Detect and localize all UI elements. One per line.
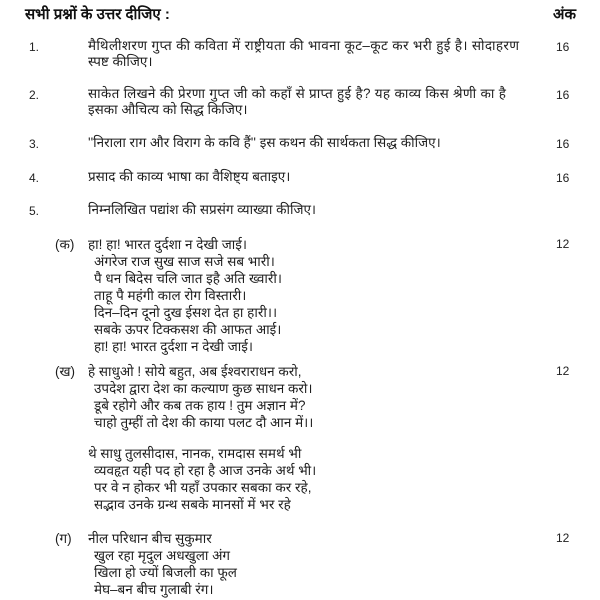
poem-line: पै धन बिदेस चलि जात इहै अति ख्वारी।: [94, 271, 283, 286]
sub-question-label: (क): [55, 237, 75, 252]
question-text-line: इसका औचित्य को सिद्ध किजिए।: [88, 102, 248, 117]
question-number: 3.: [29, 137, 40, 151]
poem-line: उपदेश द्वारा देश का कल्याण कुछ साधन करो।: [94, 381, 313, 396]
poem-line: खिला हो ज्यों बिजली का फूल: [94, 565, 237, 580]
question-marks: 16: [556, 171, 570, 185]
poem-line: ताहू पै महंगी काल रोग विस्तारी।: [94, 288, 247, 303]
instruction-heading: सभी प्रश्नों के उत्तर दीजिए :: [25, 6, 170, 23]
poem-line: थे साधु तुलसीदास, नानक, रामदास समर्थ भी: [88, 446, 302, 461]
sub-question-marks: 12: [556, 531, 570, 545]
question-marks: 16: [556, 137, 570, 151]
question-text-line: मैथिलीशरण गुप्त की कविता में राष्ट्रीयता की भावना कूट–कूट कर भरी हुई है। सोदाहरण: [88, 38, 520, 53]
poem-line: मेघ–बन बीच गुलाबी रंग।: [94, 582, 214, 597]
sub-question-marks: 12: [556, 364, 570, 378]
sub-question-marks: 12: [556, 237, 570, 251]
poem-line: अंगरेज राज सुख साज सजे सब भारी।: [94, 254, 275, 269]
poem-line: डूबे रहोगे और कब तक हाय ! तुम अज्ञान में?: [94, 398, 306, 413]
question-number: 4.: [29, 171, 40, 185]
poem-line: दिन–दिन दूनो दुख ईसश देत हा हारी।।: [94, 305, 278, 320]
poem-line: हा! हा! भारत दुर्दशा न देखी जाई।: [94, 339, 254, 354]
poem-line: हा! हा! भारत दुर्दशा न देखी जाई।: [88, 237, 248, 252]
marks-column-heading: अंक: [553, 6, 576, 23]
question-marks: 16: [556, 40, 570, 54]
sub-question-label: (ख): [55, 364, 76, 379]
poem-line: सद्भाव उनके ग्रन्थ सबके मानसों में भर रहे: [94, 497, 291, 512]
question-number: 2.: [29, 88, 40, 102]
poem-line: व्यवहृत यही पद हो रहा है आज उनके अर्थ भी।: [94, 463, 317, 478]
poem-line: पर वे न होकर भी यहाँ उपकार सबका कर रहे,: [94, 480, 312, 495]
question-text-line: स्पष्ट कीजिए।: [88, 54, 153, 69]
poem-line: खुल रहा मृदुल अधखुला अंग: [94, 548, 231, 563]
poem-line: हे साधुओ ! सोये बहुत, अब ईश्वराराधन करो,: [88, 364, 302, 379]
question-number: 5.: [29, 204, 40, 218]
poem-line: सबके ऊपर टिक्कसश की आफत आई।: [94, 322, 282, 337]
question-marks: 16: [556, 88, 570, 102]
poem-line: नील परिधान बीच सुकुमार: [88, 531, 212, 546]
question-text-line: प्रसाद की काव्य भाषा का वैशिष्ट्य बताइए।: [88, 169, 291, 184]
question-text-line: निम्नलिखित पद्यांश की सप्रसंग व्याख्या कीजिए।: [88, 202, 317, 217]
poem-line: चाहो तुम्हीं तो देश की काया पलट दौ आन में।।: [94, 415, 314, 430]
question-number: 1.: [29, 40, 40, 54]
question-text-line: साकेत लिखने की प्रेरणा गुप्त जी को कहाँ से प्राप्त हुई है? यह काव्य किस श्रेणी का है: [88, 86, 507, 101]
sub-question-label: (ग): [55, 531, 72, 546]
question-text-line: ''निराला राग और विराग के कवि हैं'' इस कथन की सार्थकता सिद्ध कीजिए।: [88, 135, 441, 150]
